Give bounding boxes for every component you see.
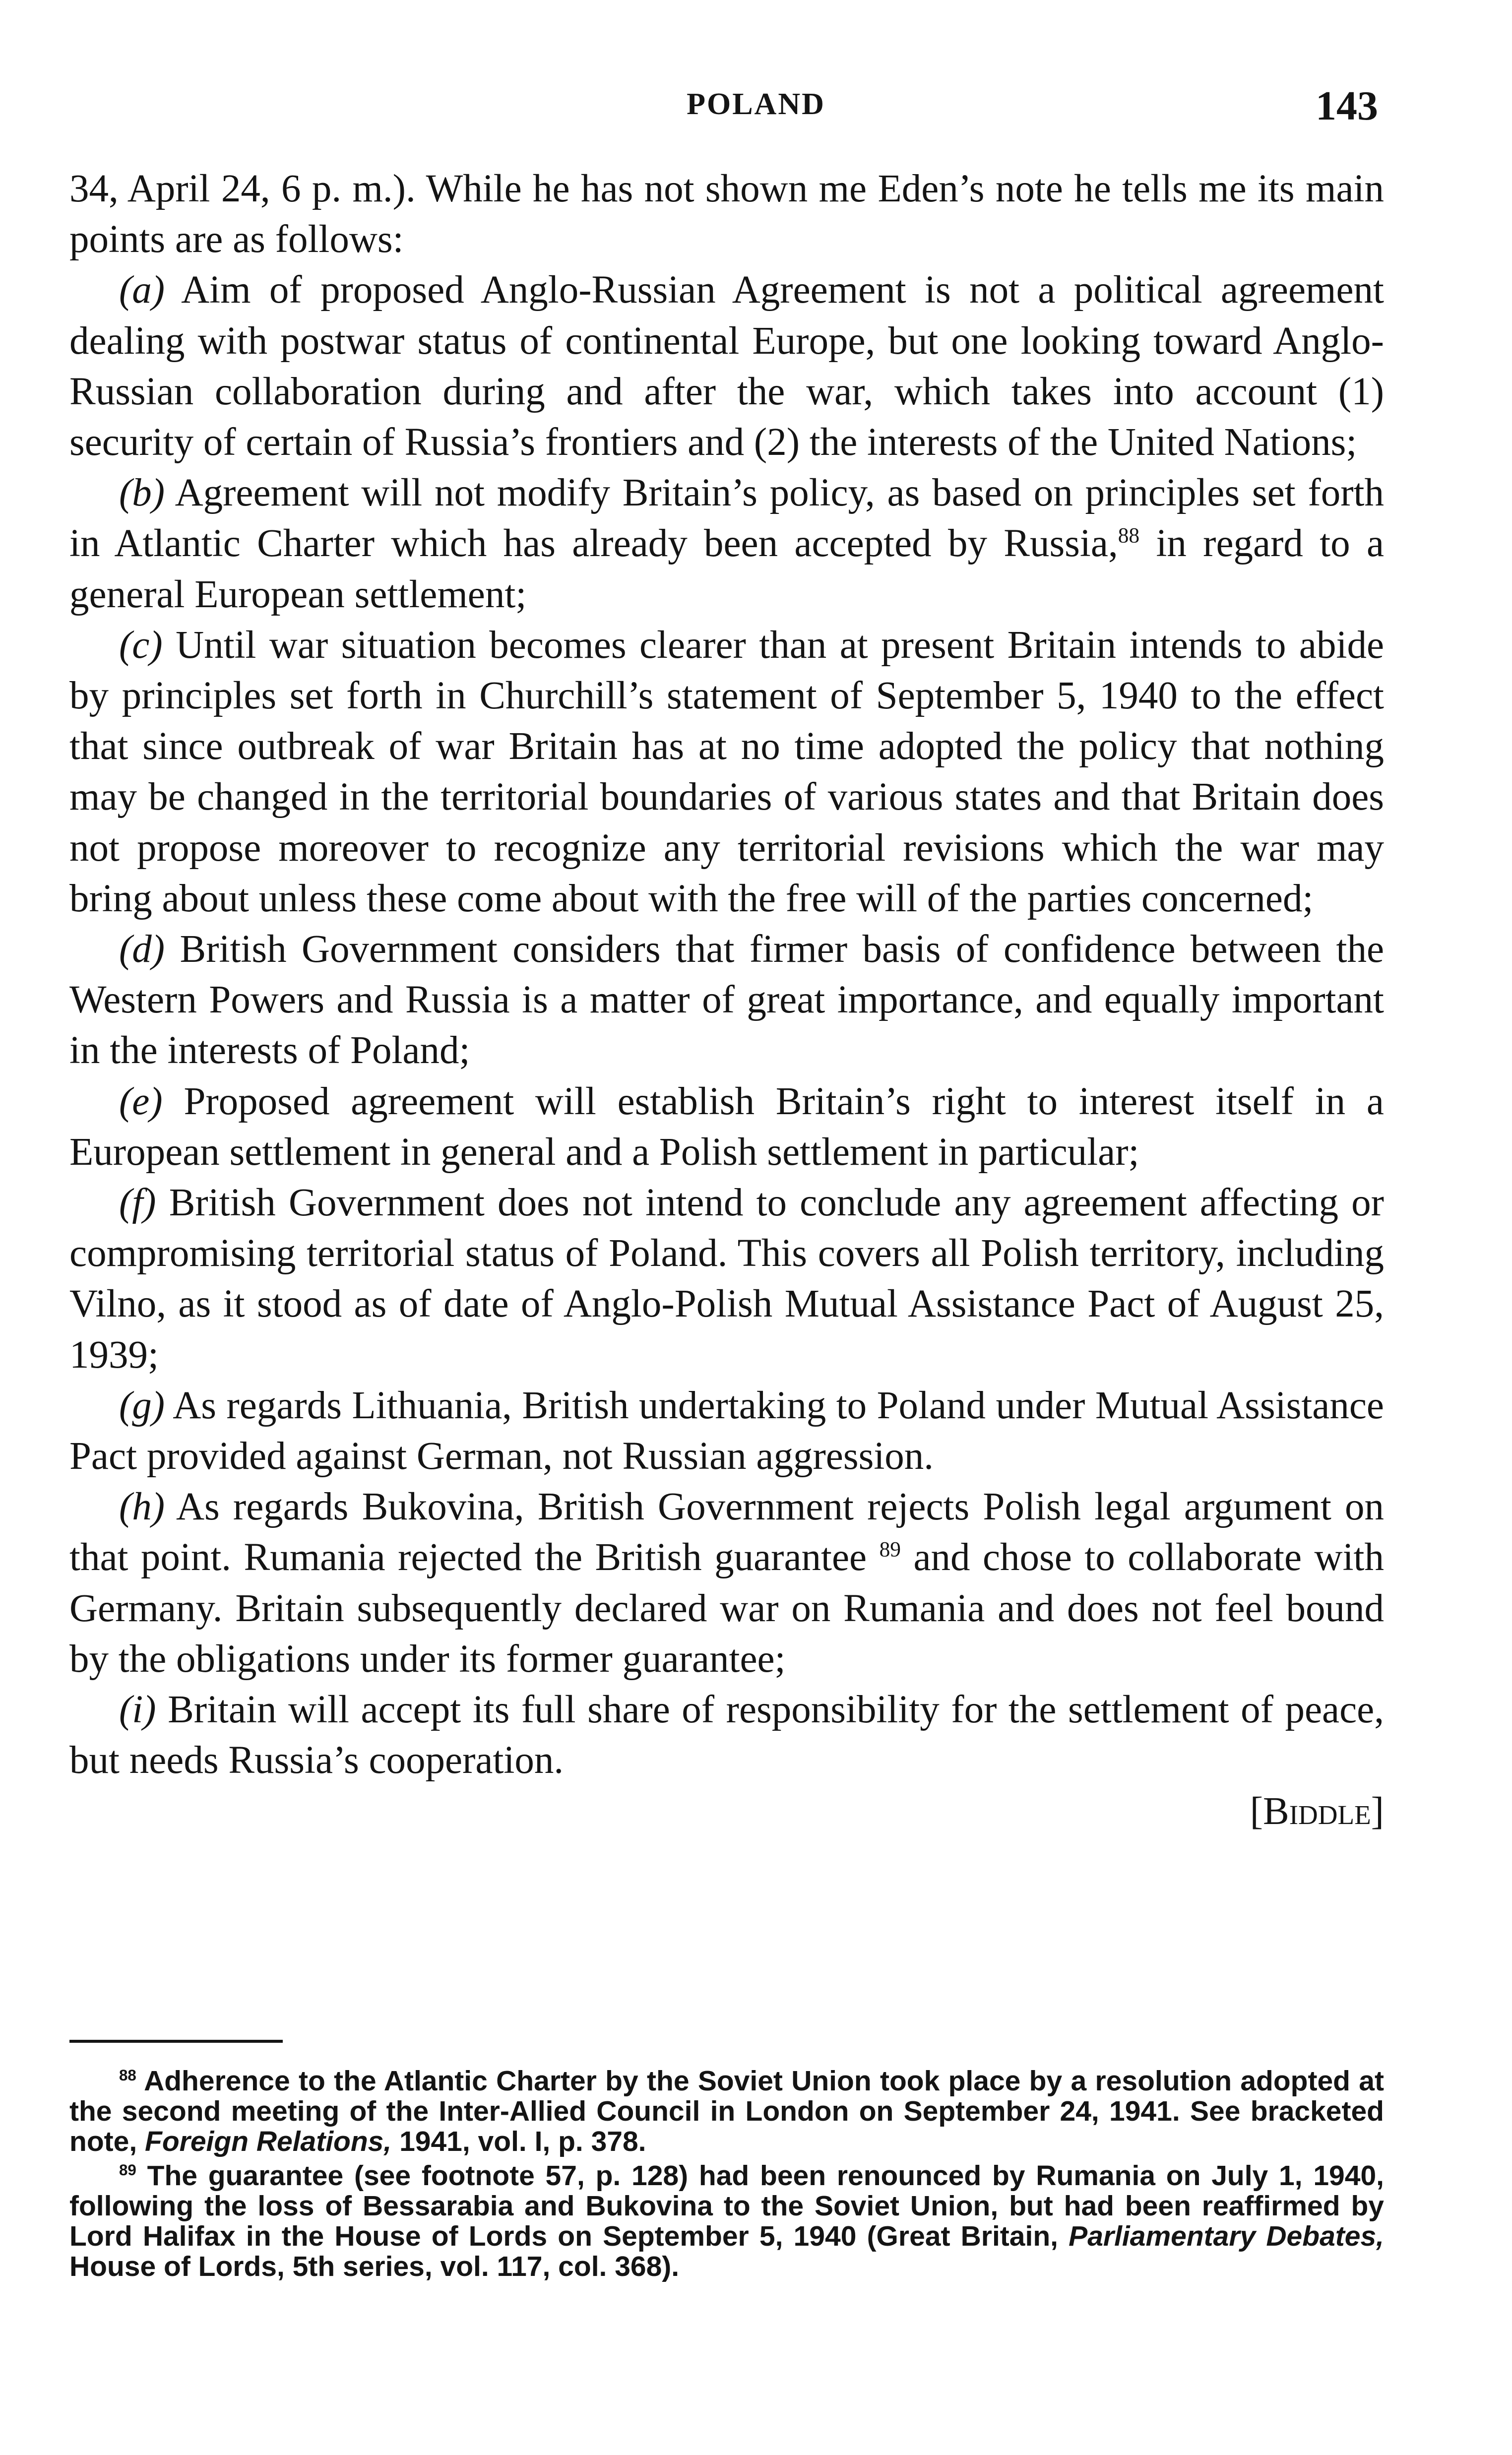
item-h bbox=[69, 1482, 1384, 1685]
footnote-italic: Parliamentary Debates, bbox=[1069, 2220, 1384, 2252]
item-b bbox=[69, 468, 1384, 620]
item-text: Until war situation becomes clearer than at present Britain intends to abide by principles set forth in Churchill’s statement of September 5, 1940 to the effect that since outbreak of war Britain has at no time adopted the policy that nothing may be changed in the territorial boundaries of various states and that Britain does not propose moreover to recognize any territorial revisions which the war may bring about unless these come about with the free will of the parties concerned; bbox=[69, 623, 1385, 920]
intro-paragraph: 34, April 24, 6 p. m.). While he has not shown me Eden’s note he tells me its main points are as follows: bbox=[69, 167, 1384, 261]
item-marker: (g) bbox=[119, 1384, 165, 1427]
item-d bbox=[69, 924, 1384, 1076]
item-marker: (h) bbox=[119, 1485, 165, 1529]
footnote-text-continued: House of Lords, 5th series, vol. 117, col. 368). bbox=[69, 2251, 680, 2282]
footnotes bbox=[69, 2066, 1384, 2286]
footnote-number: 89 bbox=[119, 2161, 136, 2179]
item-marker: (e) bbox=[119, 1079, 163, 1123]
footnote-number: 88 bbox=[119, 2067, 136, 2084]
item-marker: (c) bbox=[119, 623, 163, 667]
item-text: British Government does not intend to conclude any agreement affecting or compromising territorial status of Poland. This covers all Polish territory, including Vilno, as it stood as of date of Anglo-Polish Mutual Assistance Pact of August 25, 1939; bbox=[69, 1181, 1384, 1377]
item-text: As regards Bukovina, British Government rejects Polish legal argument on that point. Rumania rejected the British guarantee bbox=[69, 1485, 1384, 1579]
footnote-text: Adherence to the Atlantic Charter by the Soviet Union took place by a resolution adopted at the second meeting of the Inter-Allied Council in London on September 24, 1941. See bracketed note, bbox=[69, 2065, 1384, 2157]
running-head bbox=[0, 82, 1512, 131]
item-text: Britain will accept its full share of responsibility for the settlement of peace, but needs Russia’s cooperation. bbox=[69, 1688, 1384, 1782]
item-text-continued: in regard to a general European settlement; bbox=[69, 522, 1385, 616]
footnote-ref: 89 bbox=[879, 1538, 901, 1562]
footnote-italic: Foreign Relations, bbox=[145, 2126, 392, 2157]
item-text: As regards Lithuania, British undertaking to Poland under Mutual Assistance Pact provided against German, not Russian aggression. bbox=[69, 1384, 1384, 1478]
item-g bbox=[69, 1381, 1384, 1482]
item-text: British Government considers that firmer basis of confidence between the Western Powers and Russia is a matter of great importance, and equally important in the interests of Poland; bbox=[69, 928, 1385, 1072]
item-text-continued: and chose to collaborate with Germany. Britain subsequently declared war on Rumania and does not feel bound by the obligations under its former guarantee; bbox=[69, 1536, 1384, 1681]
signature-line bbox=[69, 1786, 1384, 1837]
running-title: POLAND bbox=[687, 87, 825, 121]
signature: [Biddle] bbox=[1250, 1789, 1384, 1833]
item-text: Proposed agreement will establish Britain’s right to interest itself in a European settlement in general and a Polish settlement in particular; bbox=[69, 1079, 1384, 1174]
item-marker: (f) bbox=[119, 1181, 156, 1225]
item-marker: (a) bbox=[119, 268, 165, 312]
item-marker: (d) bbox=[119, 928, 165, 971]
footnote-88 bbox=[69, 2066, 1384, 2157]
item-i bbox=[69, 1685, 1384, 1786]
page-number: 143 bbox=[1316, 83, 1378, 129]
item-a bbox=[69, 265, 1384, 468]
item-text: Agreement will not modify Britain’s policy, as based on principles set forth in Atlantic Charter which has already been accepted by Russia, bbox=[69, 471, 1384, 566]
item-c bbox=[69, 620, 1384, 924]
footnote-rule bbox=[69, 2040, 283, 2043]
item-f bbox=[69, 1178, 1384, 1381]
item-e bbox=[69, 1076, 1384, 1178]
footnote-ref: 88 bbox=[1118, 524, 1140, 548]
item-marker: (b) bbox=[119, 471, 165, 515]
footnote-text: The guarantee (see footnote 57, p. 128) had been renounced by Rumania on July 1, 1940, following the loss of Bessarabia and Bukovina to the Soviet Union, but had been reaffirmed by Lord Halifax in the House of Lords on September 5, 1940 (Great Britain, bbox=[69, 2160, 1384, 2252]
footnote-89 bbox=[69, 2161, 1384, 2282]
body-text bbox=[69, 164, 1384, 1837]
item-text: Aim of proposed Anglo-Russian Agreement is not a political agreement dealing with postwar status of continental Europe, but one looking toward Anglo-Russian collaboration during and after the war, which takes into account (1) security of certain of Russia’s frontiers and (2) the interests of the United Nations; bbox=[69, 268, 1384, 464]
footnote-text-continued: 1941, vol. I, p. 378. bbox=[399, 2126, 646, 2157]
item-marker: (i) bbox=[119, 1688, 156, 1732]
